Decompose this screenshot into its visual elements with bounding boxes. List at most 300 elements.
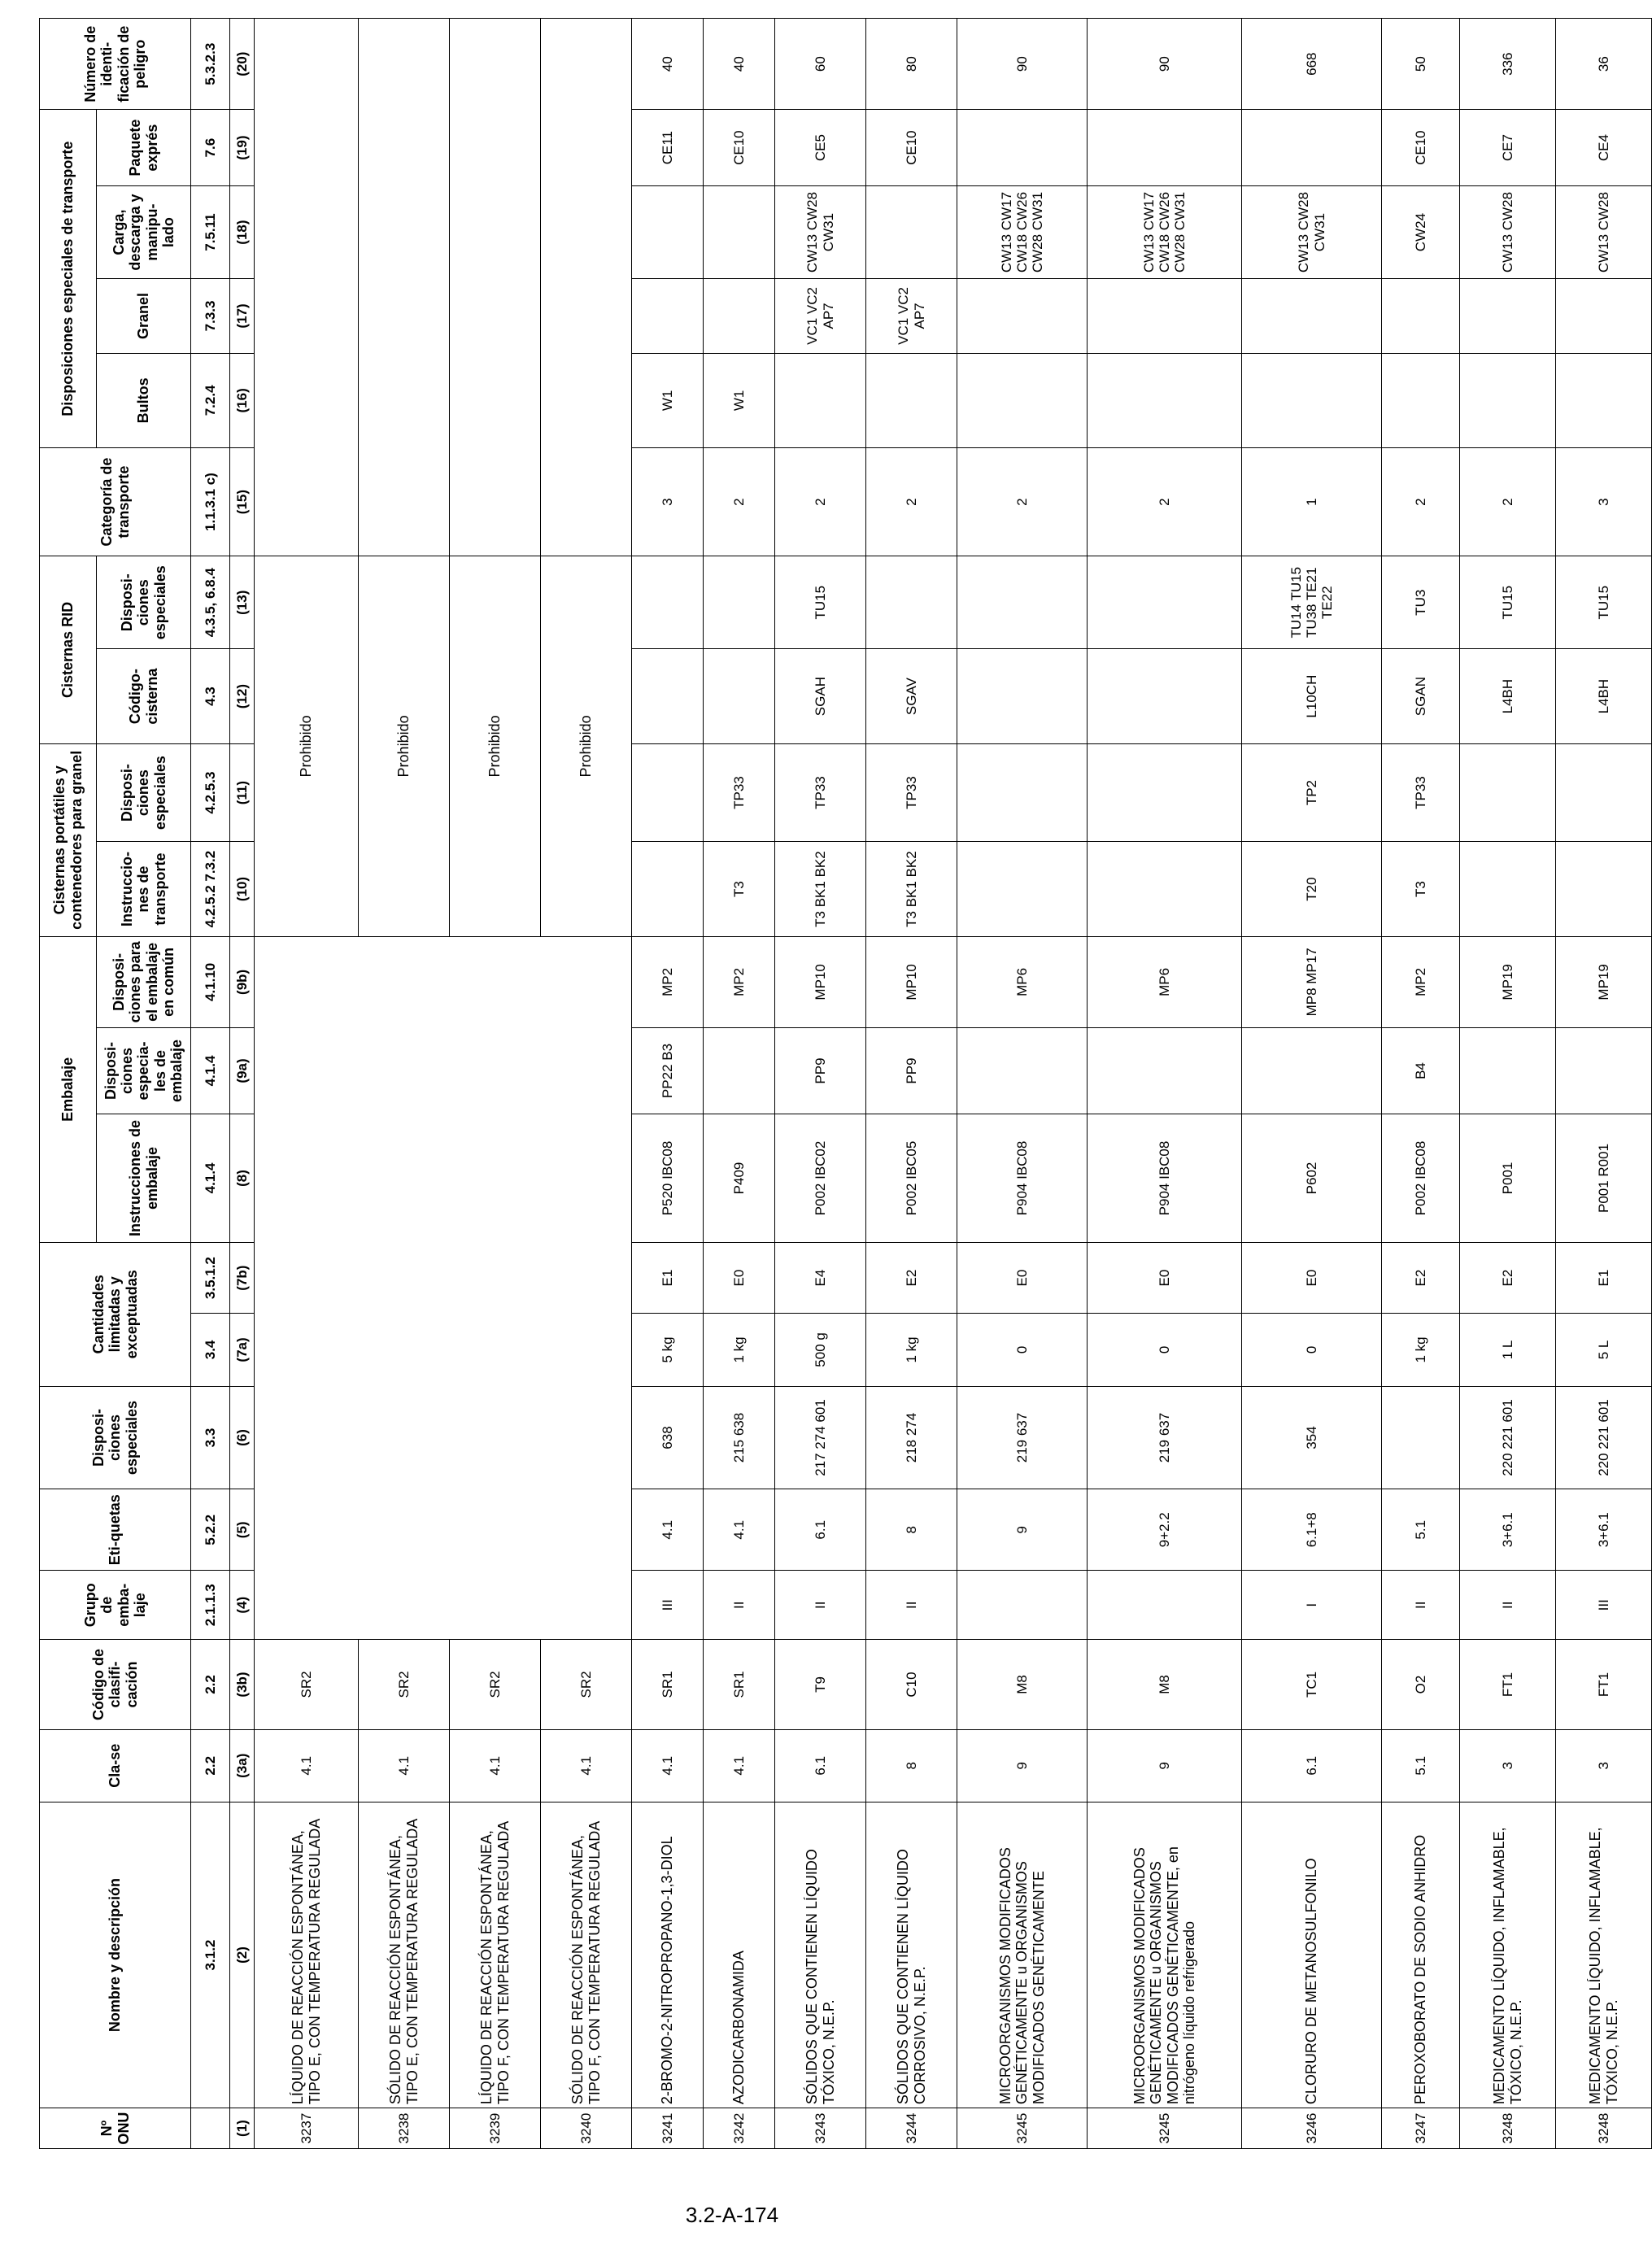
data-cell-sp <box>1382 1386 1460 1489</box>
classification-code-cell: M8 <box>1088 1640 1242 1729</box>
data-cell-load: CW24 <box>1382 185 1460 278</box>
data-cell-pi: P002 IBC05 <box>866 1114 957 1243</box>
un-number-cell: 3237 <box>255 2108 359 2149</box>
data-cell-pg: II <box>1382 1571 1460 1640</box>
class-cell: 4.1 <box>450 1729 541 1802</box>
data-cell-tsp: TP33 <box>775 743 866 842</box>
data-cell-spp <box>1460 1028 1556 1114</box>
data-cell-blk <box>1088 279 1242 353</box>
data-cell-eq: E0 <box>957 1242 1088 1313</box>
header-portable-tanks: Cisternas portátiles y contenedores para granel <box>40 743 97 936</box>
data-cell-eq: E1 <box>1556 1242 1652 1313</box>
data-cell-tsp <box>1088 743 1242 842</box>
data-cell-spp <box>704 1028 775 1114</box>
class-cell: 9 <box>1088 1729 1242 1802</box>
data-cell-blk <box>1242 279 1382 353</box>
class-cell: 6.1 <box>1242 1729 1382 1802</box>
ref-cell: 3.5.1.2 <box>191 1242 230 1313</box>
ref-cell: 5.3.2.3 <box>191 19 230 110</box>
ref-cell: 7.3.3 <box>191 279 230 353</box>
data-cell-blk <box>704 279 775 353</box>
ref-cell: 7.5.11 <box>191 185 230 278</box>
un-number-cell: 3241 <box>632 2108 704 2149</box>
column-number-cell: (18) <box>230 185 255 278</box>
data-cell-lq: 0 <box>957 1314 1088 1386</box>
data-cell-mp: MP2 <box>704 936 775 1027</box>
data-cell-sp: 220 221 601 <box>1556 1386 1652 1489</box>
classification-code-cell: SR2 <box>359 1640 450 1729</box>
data-cell-lq: 500 g <box>775 1314 866 1386</box>
table-row <box>1088 19 1242 2149</box>
data-cell-mp: MP19 <box>1460 936 1556 1027</box>
ref-cell: 4.2.5.3 <box>191 743 230 842</box>
name-cell: LÍQUIDO DE REACCIÓN ESPONTÁNEA, TIPO F, CON TEMPERATURA REGULADA <box>450 1802 541 2108</box>
data-cell-cat: 2 <box>866 448 957 556</box>
data-cell-rsp: TU15 <box>1556 556 1652 649</box>
column-number-cell: (8) <box>230 1114 255 1243</box>
column-number-cell: (7a) <box>230 1314 255 1386</box>
data-cell-load <box>866 185 957 278</box>
column-number-cell: (9a) <box>230 1028 255 1114</box>
table-row <box>1242 19 1382 2149</box>
data-cell-exp: CE11 <box>632 110 704 186</box>
column-number-cell: (10) <box>230 842 255 936</box>
data-cell-lab: 9+2.2 <box>1088 1489 1242 1571</box>
data-cell-ti <box>632 842 704 936</box>
data-cell-ti: T3 <box>704 842 775 936</box>
classification-code-cell: SR2 <box>541 1640 632 1729</box>
data-cell-eq: E1 <box>632 1242 704 1313</box>
data-cell-pg: II <box>866 1571 957 1640</box>
un-number-cell: 3242 <box>704 2108 775 2149</box>
data-cell-mp: MP2 <box>1382 936 1460 1027</box>
class-cell: 5.1 <box>1382 1729 1460 1802</box>
class-cell: 6.1 <box>775 1729 866 1802</box>
data-cell-empty <box>541 19 632 556</box>
reference-row <box>191 19 230 2149</box>
ref-cell: 1.1.3.1 c) <box>191 448 230 556</box>
data-cell-exp: CE10 <box>1382 110 1460 186</box>
name-cell: SÓLIDO DE REACCIÓN ESPONTÁNEA, TIPO F, CON TEMPERATURA REGULADA <box>541 1802 632 2108</box>
data-cell-lq: 5 kg <box>632 1314 704 1386</box>
data-cell-lab: 8 <box>866 1489 957 1571</box>
column-number-cell: (3b) <box>230 1640 255 1729</box>
name-cell: SÓLIDOS QUE CONTIENEN LÍQUIDO CORROSIVO, N.E.P. <box>866 1802 957 2108</box>
rotated-dangerous-goods-table-page <box>39 18 1620 2149</box>
header-special-provisions: Disposi-ciones especiales <box>40 1386 191 1489</box>
data-cell-pkg <box>1382 353 1460 447</box>
classification-code-cell: SR1 <box>632 1640 704 1729</box>
header-bulk: Granel <box>97 279 191 353</box>
name-cell: CLORURO DE METANOSULFONILO <box>1242 1802 1382 2108</box>
column-number-cell: (15) <box>230 448 255 556</box>
data-cell-exp: CE4 <box>1556 110 1652 186</box>
class-cell: 4.1 <box>632 1729 704 1802</box>
data-cell-cat: 2 <box>957 448 1088 556</box>
data-cell-pkg <box>957 353 1088 447</box>
data-cell-hin: 90 <box>1088 19 1242 110</box>
data-cell-mp: MP8 MP17 <box>1242 936 1382 1027</box>
header-special-packing: Disposi-ciones especia-les de embalaje <box>97 1028 191 1114</box>
data-cell-cat: 2 <box>1088 448 1242 556</box>
un-number-cell: 3239 <box>450 2108 541 2149</box>
data-cell-lab: 3+6.1 <box>1460 1489 1556 1571</box>
un-number-cell: 3248 <box>1460 2108 1556 2149</box>
ref-cell: 2.1.1.3 <box>191 1571 230 1640</box>
data-cell-exp <box>1088 110 1242 186</box>
column-number-cell: (16) <box>230 353 255 447</box>
dangerous-goods-table <box>39 18 1652 2149</box>
data-cell-load: CW13 CW28 <box>1556 185 1652 278</box>
prohibited-cell: Prohibido <box>450 556 541 937</box>
data-cell-pi: P001 R001 <box>1556 1114 1652 1243</box>
data-cell-pg: III <box>632 1571 704 1640</box>
class-cell: 4.1 <box>541 1729 632 1802</box>
data-cell-blk <box>632 279 704 353</box>
data-cell-hin: 36 <box>1556 19 1652 110</box>
data-cell-blk <box>1556 279 1652 353</box>
class-cell: 4.1 <box>359 1729 450 1802</box>
data-cell-pkg <box>775 353 866 447</box>
name-cell: MEDICAMENTO LÍQUIDO, INFLAMABLE, TÓXICO, N.E.P. <box>1460 1802 1556 2108</box>
data-cell-blk <box>957 279 1088 353</box>
data-cell-exp: CE5 <box>775 110 866 186</box>
name-cell: MEDICAMENTO LÍQUIDO, INFLAMABLE, TÓXICO, N.E.P. <box>1556 1802 1652 2108</box>
data-cell-tc <box>1088 649 1242 743</box>
header-tank-code: Código-cisterna <box>97 649 191 743</box>
data-cell-lq: 0 <box>1242 1314 1382 1386</box>
data-cell-mp: MP6 <box>1088 936 1242 1027</box>
column-number-cell: (11) <box>230 743 255 842</box>
data-cell-sp: 638 <box>632 1386 704 1489</box>
data-cell-cat: 2 <box>1382 448 1460 556</box>
data-cell-spp: PP9 <box>775 1028 866 1114</box>
un-number-cell: 3240 <box>541 2108 632 2149</box>
header-packaging: Embalaje <box>40 936 97 1242</box>
data-cell-hin: 80 <box>866 19 957 110</box>
ref-cell <box>191 2108 230 2149</box>
data-cell-tc <box>957 649 1088 743</box>
data-cell-sp: 218 274 <box>866 1386 957 1489</box>
data-cell-cat: 2 <box>704 448 775 556</box>
data-cell-exp: CE7 <box>1460 110 1556 186</box>
data-cell-pi: P002 IBC08 <box>1382 1114 1460 1243</box>
data-cell-hin: 50 <box>1382 19 1460 110</box>
table-row <box>632 19 704 2149</box>
data-cell-spp <box>1242 1028 1382 1114</box>
data-cell-tsp <box>957 743 1088 842</box>
classification-code-cell: FT1 <box>1556 1640 1652 1729</box>
header-rid-special: Disposi-ciones especiales <box>97 556 191 649</box>
data-cell-pkg <box>1460 353 1556 447</box>
data-cell-spp: B4 <box>1382 1028 1460 1114</box>
data-cell-tsp <box>1460 743 1556 842</box>
data-cell-spp <box>957 1028 1088 1114</box>
data-cell-tc <box>632 649 704 743</box>
header-packing-instructions: Instrucciones de embalaje <box>97 1114 191 1243</box>
data-cell-tsp: TP2 <box>1242 743 1382 842</box>
classification-code-cell: M8 <box>957 1640 1088 1729</box>
column-number-cell: (3a) <box>230 1729 255 1802</box>
data-cell-pi: P002 IBC02 <box>775 1114 866 1243</box>
data-cell-tsp: TP33 <box>866 743 957 842</box>
data-cell-rsp: TU15 <box>775 556 866 649</box>
data-cell-lq: 1 kg <box>704 1314 775 1386</box>
header-special-transport: Disposiciones especiales de transporte <box>40 110 97 448</box>
data-cell-ti <box>1460 842 1556 936</box>
data-cell-tsp <box>632 743 704 842</box>
data-cell-eq: E0 <box>1088 1242 1242 1313</box>
data-cell-eq: E4 <box>775 1242 866 1313</box>
data-cell-ti: T20 <box>1242 842 1382 936</box>
data-cell-pi: P904 IBC08 <box>957 1114 1088 1243</box>
data-cell-blk: VC1 VC2 AP7 <box>775 279 866 353</box>
class-cell: 3 <box>1460 1729 1556 1802</box>
ref-cell: 4.2.5.2 7.3.2 <box>191 842 230 936</box>
data-cell-ti <box>957 842 1088 936</box>
header-packing-group: Grupo de emba-laje <box>40 1571 191 1640</box>
data-cell-rsp: TU3 <box>1382 556 1460 649</box>
column-number-cell: (7b) <box>230 1242 255 1313</box>
data-cell-sp: 219 637 <box>957 1386 1088 1489</box>
header-express: Paquete exprés <box>97 110 191 186</box>
data-cell-spp: PP22 B3 <box>632 1028 704 1114</box>
data-cell-hin: 40 <box>632 19 704 110</box>
name-cell: LÍQUIDO DE REACCIÓN ESPONTÁNEA, TIPO E, CON TEMPERATURA REGULADA <box>255 1802 359 2108</box>
ref-cell: 5.2.2 <box>191 1489 230 1571</box>
class-cell: 3 <box>1556 1729 1652 1802</box>
data-cell-pkg: W1 <box>704 353 775 447</box>
data-cell-ti <box>1556 842 1652 936</box>
header-name: Nombre y descripción <box>40 1802 191 2108</box>
classification-code-cell: C10 <box>866 1640 957 1729</box>
un-number-cell: 3244 <box>866 2108 957 2149</box>
column-number-cell: (19) <box>230 110 255 186</box>
header-packages: Bultos <box>97 353 191 447</box>
data-cell-pi: P520 IBC08 <box>632 1114 704 1243</box>
classification-code-cell: SR2 <box>450 1640 541 1729</box>
classification-code-cell: SR1 <box>704 1640 775 1729</box>
un-number-cell: 3246 <box>1242 2108 1382 2149</box>
data-cell-pkg <box>1556 353 1652 447</box>
class-cell: 9 <box>957 1729 1088 1802</box>
data-cell-lab: 5.1 <box>1382 1489 1460 1571</box>
data-cell-pi: P904 IBC08 <box>1088 1114 1242 1243</box>
table-body <box>255 19 1652 2149</box>
prohibited-cell: Prohibido <box>255 556 359 937</box>
name-cell: PEROXOBORATO DE SODIO ANHIDRO <box>1382 1802 1460 2108</box>
data-cell-rsp <box>704 556 775 649</box>
data-cell-pi: P001 <box>1460 1114 1556 1243</box>
classification-code-cell: TC1 <box>1242 1640 1382 1729</box>
un-number-cell: 3247 <box>1382 2108 1460 2149</box>
data-cell-pg: I <box>1242 1571 1382 1640</box>
header-mixed-packing: Disposi-ciones para el embalaje en común <box>97 936 191 1027</box>
data-cell-ti: T3 BK1 BK2 <box>866 842 957 936</box>
data-cell-cat: 1 <box>1242 448 1382 556</box>
data-cell-blk: VC1 VC2 AP7 <box>866 279 957 353</box>
data-cell-pg <box>1088 1571 1242 1640</box>
data-cell-tsp <box>1556 743 1652 842</box>
name-cell: SÓLIDOS QUE CONTIENEN LÍQUIDO TÓXICO, N.E.P. <box>775 1802 866 2108</box>
data-cell-lab: 4.1 <box>632 1489 704 1571</box>
data-cell-exp: CE10 <box>866 110 957 186</box>
data-cell-rsp <box>957 556 1088 649</box>
ref-cell: 7.2.4 <box>191 353 230 447</box>
data-cell-lq: 0 <box>1088 1314 1242 1386</box>
class-cell: 4.1 <box>704 1729 775 1802</box>
data-cell-sp: 219 637 <box>1088 1386 1242 1489</box>
data-cell-cat: 3 <box>1556 448 1652 556</box>
prohibited-cell: Prohibido <box>541 556 632 937</box>
classification-code-cell: T9 <box>775 1640 866 1729</box>
data-cell-pg: II <box>704 1571 775 1640</box>
data-cell-empty <box>255 936 632 1640</box>
data-cell-lab: 6.1+8 <box>1242 1489 1382 1571</box>
header-class: Cla-se <box>40 1729 191 1802</box>
table-row <box>1382 19 1460 2149</box>
ref-cell: 3.1.2 <box>191 1802 230 2108</box>
data-cell-empty <box>450 19 541 556</box>
data-cell-rsp <box>866 556 957 649</box>
data-cell-sp: 354 <box>1242 1386 1382 1489</box>
class-cell: 8 <box>866 1729 957 1802</box>
data-cell-blk <box>1382 279 1460 353</box>
column-number-cell: (1) <box>230 2108 255 2149</box>
data-cell-pi: P409 <box>704 1114 775 1243</box>
header-portable-tank-special: Disposi-ciones especiales <box>97 743 191 842</box>
data-cell-exp <box>957 110 1088 186</box>
un-number-cell: 3248 <box>1556 2108 1652 2149</box>
header-limited-excepted: Cantidades limitadas y exceptuadas <box>40 1242 191 1386</box>
data-cell-pkg <box>866 353 957 447</box>
data-cell-lq: 5 L <box>1556 1314 1652 1386</box>
data-cell-tc: SGAV <box>866 649 957 743</box>
data-cell-tsp: TP33 <box>704 743 775 842</box>
column-number-cell: (4) <box>230 1571 255 1640</box>
data-cell-tc: L10CH <box>1242 649 1382 743</box>
data-cell-exp: CE10 <box>704 110 775 186</box>
data-cell-ti: T3 BK1 BK2 <box>775 842 866 936</box>
data-cell-pg <box>957 1571 1088 1640</box>
page-number: 3.2-A-174 <box>685 2203 779 2227</box>
data-cell-cat: 3 <box>632 448 704 556</box>
name-cell: AZODICARBONAMIDA <box>704 1802 775 2108</box>
ref-cell: 3.4 <box>191 1314 230 1386</box>
column-number-cell: (9b) <box>230 936 255 1027</box>
column-number-row <box>230 19 255 2149</box>
un-number-cell: 3245 <box>1088 2108 1242 2149</box>
data-cell-lq: 1 kg <box>866 1314 957 1386</box>
data-cell-load: CW13 CW17 CW18 CW26 CW28 CW31 <box>957 185 1088 278</box>
data-cell-tc: SGAH <box>775 649 866 743</box>
column-number-cell: (5) <box>230 1489 255 1571</box>
name-cell: SÓLIDO DE REACCIÓN ESPONTÁNEA, TIPO E, CON TEMPERATURA REGULADA <box>359 1802 450 2108</box>
data-cell-lq: 1 kg <box>1382 1314 1460 1386</box>
data-cell-tc <box>704 649 775 743</box>
data-cell-sp: 215 638 <box>704 1386 775 1489</box>
header-loading: Carga, descarga y manipu-lado <box>97 185 191 278</box>
header-un-no: Nº ONU <box>40 2108 191 2149</box>
header-labels: Eti-quetas <box>40 1489 191 1571</box>
data-cell-hin: 60 <box>775 19 866 110</box>
data-cell-pkg <box>1242 353 1382 447</box>
column-number-cell: (6) <box>230 1386 255 1489</box>
data-cell-lab: 9 <box>957 1489 1088 1571</box>
data-cell-empty <box>255 19 359 556</box>
data-cell-ti: T3 <box>1382 842 1460 936</box>
table-row <box>1556 19 1652 2149</box>
data-cell-load: CW13 CW28 CW31 <box>1242 185 1382 278</box>
data-cell-pg: II <box>1460 1571 1556 1640</box>
data-cell-hin: 668 <box>1242 19 1382 110</box>
data-cell-rsp: TU14 TU15 TU38 TE21 TE22 <box>1242 556 1382 649</box>
header-transport-category: Categoría de transporte <box>40 448 191 556</box>
un-number-cell: 3243 <box>775 2108 866 2149</box>
header-rid-tanks: Cisternas RID <box>40 556 97 744</box>
data-cell-pg: II <box>775 1571 866 1640</box>
data-cell-tc: SGAN <box>1382 649 1460 743</box>
data-cell-hin: 336 <box>1460 19 1556 110</box>
data-cell-spp: PP9 <box>866 1028 957 1114</box>
header-hazard-id: Número de identi-ficación de peligro <box>40 19 191 110</box>
data-cell-eq: E2 <box>1382 1242 1460 1313</box>
data-cell-pkg: W1 <box>632 353 704 447</box>
data-cell-mp: MP2 <box>632 936 704 1027</box>
data-cell-lab: 4.1 <box>704 1489 775 1571</box>
table-row <box>255 19 359 2149</box>
column-number-cell: (13) <box>230 556 255 649</box>
table-row <box>775 19 866 2149</box>
data-cell-load <box>704 185 775 278</box>
classification-code-cell: O2 <box>1382 1640 1460 1729</box>
ref-cell: 4.1.4 <box>191 1028 230 1114</box>
data-cell-load <box>632 185 704 278</box>
table-row <box>957 19 1088 2149</box>
data-cell-mp: MP10 <box>866 936 957 1027</box>
data-cell-ti <box>1088 842 1242 936</box>
header-transport-instructions: Instruccio-nes de transporte <box>97 842 191 936</box>
data-cell-pkg <box>1088 353 1242 447</box>
ref-cell: 4.1.10 <box>191 936 230 1027</box>
prohibited-cell: Prohibido <box>359 556 450 937</box>
data-cell-eq: E2 <box>866 1242 957 1313</box>
name-cell: MICROORGANISMOS MODIFICADOS GENÉTICAMENTE u ORGANISMOS MODIFICADOS GENÉTICAMENTE <box>957 1802 1088 2108</box>
table-row <box>704 19 775 2149</box>
data-cell-load: CW13 CW17 CW18 CW26 CW28 CW31 <box>1088 185 1242 278</box>
data-cell-rsp <box>1088 556 1242 649</box>
data-cell-pg: III <box>1556 1571 1652 1640</box>
data-cell-tc: L4BH <box>1556 649 1652 743</box>
data-cell-rsp <box>632 556 704 649</box>
ref-cell: 3.3 <box>191 1386 230 1489</box>
data-cell-load: CW13 CW28 CW31 <box>775 185 866 278</box>
data-cell-sp: 217 274 601 <box>775 1386 866 1489</box>
data-cell-rsp: TU15 <box>1460 556 1556 649</box>
data-cell-hin: 90 <box>957 19 1088 110</box>
column-number-cell: (17) <box>230 279 255 353</box>
column-number-cell: (2) <box>230 1802 255 2108</box>
data-cell-spp <box>1088 1028 1242 1114</box>
classification-code-cell: SR2 <box>255 1640 359 1729</box>
table-row <box>1460 19 1556 2149</box>
data-cell-lq: 1 L <box>1460 1314 1556 1386</box>
ref-cell: 2.2 <box>191 1640 230 1729</box>
data-cell-eq: E0 <box>1242 1242 1382 1313</box>
data-cell-load: CW13 CW28 <box>1460 185 1556 278</box>
data-cell-spp <box>1556 1028 1652 1114</box>
data-cell-lab: 3+6.1 <box>1556 1489 1652 1571</box>
